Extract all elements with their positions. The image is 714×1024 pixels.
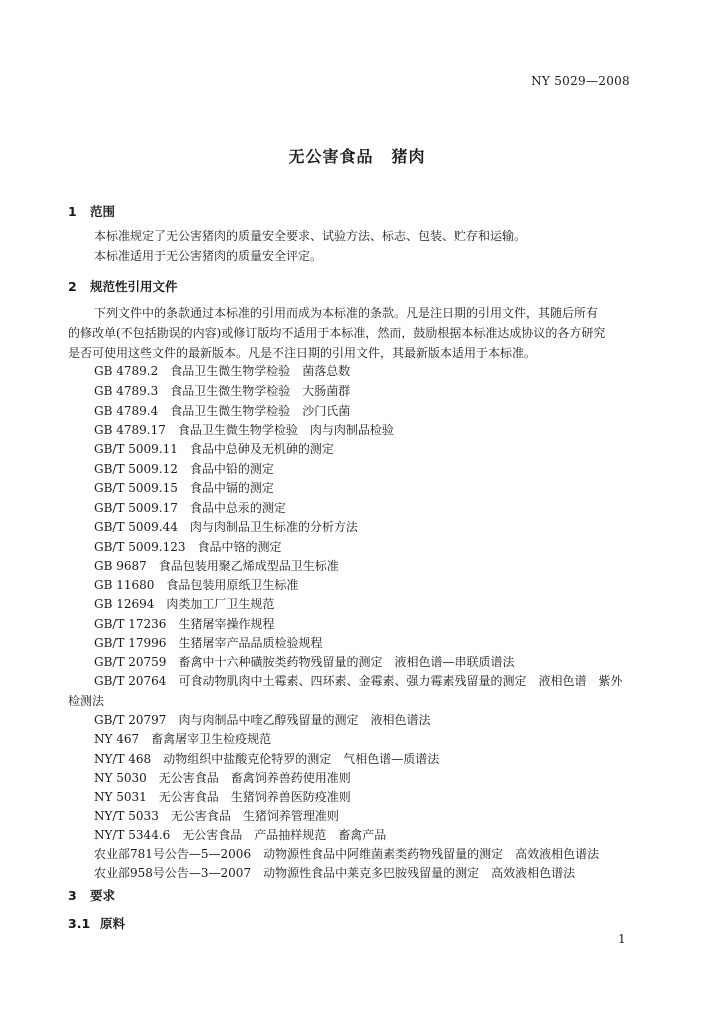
title-part-1: 无公害食品: [288, 147, 374, 166]
reference-title: 可食动物肌肉中土霉素、四环素、金霉素、强力霉素残留量的测定 液相色谱 紫外: [178, 674, 623, 688]
subsection-heading-raw-materials: [68, 914, 125, 932]
reference-title: 动物组织中盐酸克伦特罗的测定 气相色谱—质谱法: [163, 752, 440, 766]
reference-item-continuation: [68, 692, 104, 709]
section-heading-scope: [68, 202, 115, 220]
reference-code: GB/T 5009.17: [94, 501, 178, 515]
reference-title: 畜禽屠宰卫生检疫规范: [151, 732, 272, 746]
reference-item: [94, 653, 514, 670]
refs-intro-line-3: 是否可使用这些文件的最新版本。凡是不注日期的引用文件，其最新版本适用于本标准。: [68, 346, 537, 360]
reference-item: [94, 845, 599, 862]
reference-item: [94, 595, 274, 612]
reference-code: NY/T 5344.6: [94, 828, 171, 842]
section-title: 范围: [90, 204, 116, 219]
reference-title: 肉类加工厂卫生规范: [166, 597, 275, 611]
reference-item: [94, 440, 334, 457]
reference-title: 无公害食品 生猪饲养管理准则: [170, 809, 339, 823]
reference-code: NY 467: [94, 732, 140, 746]
reference-code: 农业部781号公告—5—2006: [94, 847, 252, 861]
reference-title: 肉与肉制品卫生标准的分析方法: [189, 520, 358, 534]
reference-item: [94, 479, 274, 496]
title-part-2: 猪肉: [391, 147, 426, 166]
reference-item: [94, 711, 430, 728]
reference-item: [94, 769, 351, 786]
reference-item: [94, 362, 350, 379]
reference-title: 食品中总砷及无机砷的测定: [189, 442, 334, 456]
refs-intro-line-2: 的修改单(不包括勘误的内容)或修订版均不适用于本标准，然而，鼓励根据本标准达成协议的各方研究: [68, 326, 606, 340]
reference-title: 食品中铅的测定: [189, 462, 274, 476]
reference-code: NY/T 5033: [94, 809, 159, 823]
reference-title: 动物源性食品中阿维菌素类药物残留量的测定 高效液相色谱法: [263, 847, 600, 861]
reference-item: [94, 421, 394, 438]
reference-item: [94, 518, 358, 535]
reference-code: GB/T 17996: [94, 636, 167, 650]
section-number: 3: [68, 888, 77, 903]
reference-item: [94, 750, 439, 767]
refs-intro-line-1: 下列文件中的条款通过本标准的引用而成为本标准的条款。凡是注日期的引用文件，其随后所有: [94, 306, 599, 320]
reference-title: 食品卫生微生物学检验 肉与肉制品检验: [177, 423, 394, 437]
reference-item: [94, 807, 339, 824]
reference-item: [94, 672, 622, 689]
reference-title: 无公害食品 产品抽样规范 畜禽产品: [182, 828, 387, 842]
reference-code: GB/T 20759: [94, 655, 167, 669]
reference-code: 农业部958号公告—3—2007: [94, 866, 252, 880]
reference-title: 食品中镉的测定: [189, 481, 274, 495]
reference-title: 食品包装用聚乙烯成型品卫生标准: [158, 559, 339, 573]
reference-title: 生猪屠宰操作规程: [178, 617, 275, 631]
reference-code: GB 12694: [94, 597, 155, 611]
reference-code: GB 4789.3: [94, 384, 159, 398]
reference-item: [94, 788, 351, 805]
reference-title: 无公害食品 畜禽饲养兽药使用准则: [158, 771, 351, 785]
reference-item: [94, 557, 339, 574]
reference-title: 食品卫生微生物学检验 菌落总数: [170, 364, 351, 378]
scope-paragraph-1: 本标准规定了无公害猪肉的质量安全要求、试验方法、标志、包装、贮存和运输。: [94, 229, 527, 243]
reference-code: GB/T 5009.15: [94, 481, 178, 495]
reference-title: 检测法: [68, 694, 105, 708]
reference-code: GB/T 5009.12: [94, 462, 178, 476]
reference-code: GB 9687: [94, 559, 147, 573]
document-title: [0, 144, 714, 167]
reference-item: [94, 538, 282, 555]
reference-code: GB/T 17236: [94, 617, 167, 631]
reference-code: GB 4789.4: [94, 404, 159, 418]
reference-code: NY/T 468: [94, 752, 152, 766]
section-heading-requirements: [68, 886, 115, 904]
reference-code: GB/T 5009.11: [94, 442, 178, 456]
section-title: 要求: [90, 888, 116, 903]
reference-code: GB/T 5009.44: [94, 520, 178, 534]
reference-item: [94, 634, 322, 651]
reference-title: 动物源性食品中莱克多巴胺残留量的测定 高效液相色谱法: [263, 866, 576, 880]
reference-item: [94, 730, 271, 747]
scope-paragraph-2: 本标准适用于无公害猪肉的质量安全评定。: [94, 249, 323, 263]
reference-item: [94, 402, 350, 419]
section-title: 规范性引用文件: [90, 279, 178, 294]
page-number: 1: [618, 932, 626, 946]
reference-item: [94, 576, 298, 593]
reference-code: NY 5031: [94, 790, 147, 804]
reference-item: [94, 499, 286, 516]
reference-code: GB/T 5009.123: [94, 540, 186, 554]
reference-title: 食品中总汞的测定: [189, 501, 286, 515]
reference-code: GB/T 20797: [94, 713, 167, 727]
reference-title: 肉与肉制品中喹乙醇残留量的测定 液相色谱法: [178, 713, 431, 727]
reference-title: 食品卫生微生物学检验 沙门氏菌: [170, 404, 351, 418]
reference-code: GB 4789.2: [94, 364, 159, 378]
section-heading-normative-references: [68, 277, 178, 295]
reference-title: 生猪屠宰产品品质检验规程: [178, 636, 323, 650]
reference-title: 食品包装用原纸卫生标准: [166, 578, 299, 592]
reference-title: 畜禽中十六种磺胺类药物残留量的测定 液相色谱—串联质谱法: [178, 655, 515, 669]
reference-title: 食品卫生微生物学检验 大肠菌群: [170, 384, 351, 398]
section-number: 2: [68, 279, 77, 294]
reference-code: GB/T 20764: [94, 674, 167, 688]
reference-item: [94, 460, 274, 477]
reference-item: [94, 826, 386, 843]
reference-item: [94, 382, 350, 399]
reference-code: GB 4789.17: [94, 423, 166, 437]
section-title: 原料: [100, 916, 126, 931]
reference-title: 食品中铬的测定: [197, 540, 282, 554]
reference-code: GB 11680: [94, 578, 155, 592]
reference-title: 无公害食品 生猪饲养兽医防疫准则: [158, 790, 351, 804]
section-number: 3.1: [68, 916, 91, 931]
reference-item: [94, 615, 274, 632]
reference-code: NY 5030: [94, 771, 147, 785]
section-number: 1: [68, 204, 77, 219]
reference-item: [94, 864, 575, 881]
standard-code: NY 5029—2008: [531, 74, 630, 88]
